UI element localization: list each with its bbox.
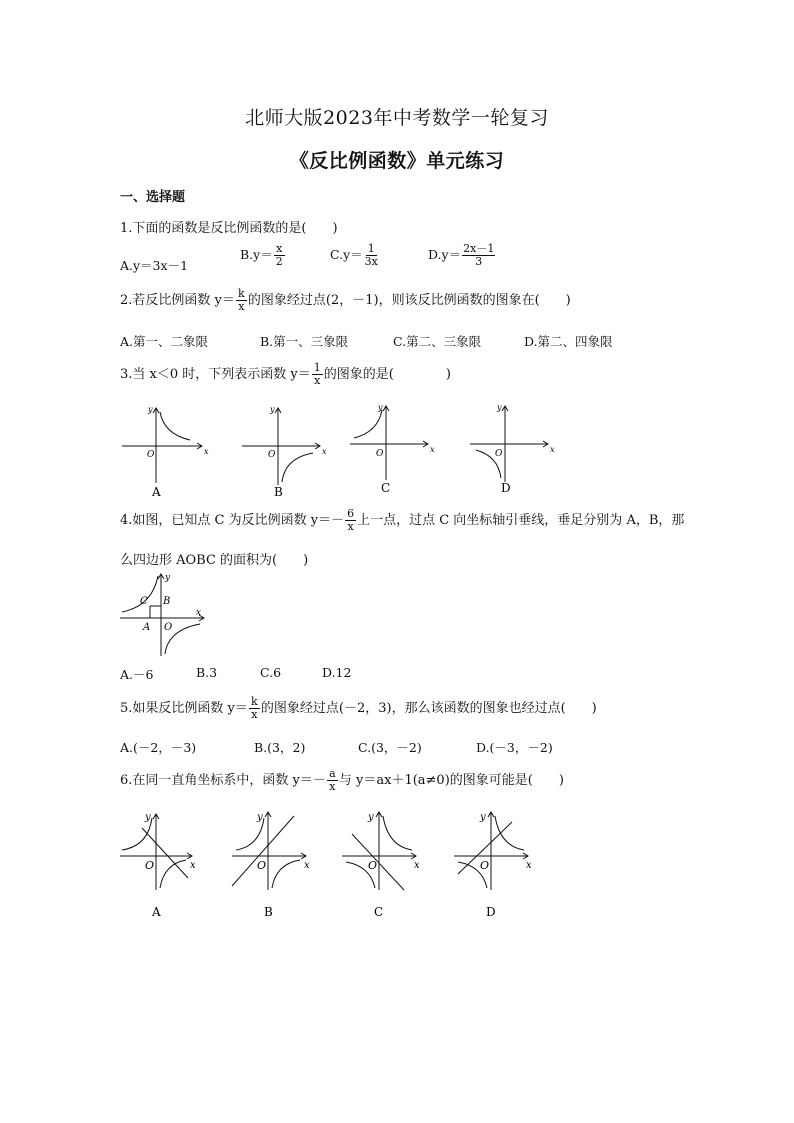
q6c-y-label: y — [368, 812, 374, 823]
q6a-x-label: x — [190, 860, 196, 871]
q4-stem-line2: 么四边形 AOBC 的面积为( ) — [120, 553, 309, 568]
q5-option-a: A.(－2，－3) — [120, 740, 197, 755]
q6d-x-label: x — [526, 860, 532, 871]
q1-option-b: B.y＝ $\frac{x}{2}$ — [240, 242, 283, 268]
q3a-y-label: y — [148, 405, 153, 414]
q4-label-x: x — [196, 608, 202, 618]
q2-option-c: C.第二、三象限 — [393, 334, 482, 349]
q6b-origin: O — [257, 859, 267, 872]
q4-option-c: C.6 — [260, 665, 282, 680]
q4-label-o: O — [164, 622, 173, 633]
q5-option-b: B.(3，2) — [254, 740, 306, 755]
q4-figure — [112, 568, 212, 660]
q6a-origin: O — [145, 859, 155, 872]
q6-graph-d — [454, 812, 528, 890]
q4-label-a: A — [143, 622, 151, 633]
q3-graph-a — [122, 408, 202, 483]
q6-label-b: B — [264, 905, 273, 919]
q3-figures — [110, 400, 580, 500]
section-heading: 一、选择题 — [120, 190, 186, 205]
q6b-x-label: x — [304, 860, 310, 871]
q3a-origin: O — [147, 450, 155, 460]
q3d-x-label: x — [550, 445, 555, 454]
q2-stem: 2.若反比例函数 y＝ $\frac{k}{x}$ 的图象经过点(2，－1)，则该反比例函数的图象在( ) — [120, 287, 571, 313]
q2-option-a: A.第一、二象限 — [120, 334, 209, 349]
q1-option-d: D.y＝ $\frac{2x-1}{3}$ — [428, 242, 495, 268]
page-title: 北师大版2023年中考数学一轮复习 — [245, 107, 549, 129]
q6c-x-label: x — [414, 860, 420, 871]
q3-label-a: A — [152, 485, 161, 499]
q6-label-a: A — [152, 905, 161, 919]
q6-graph-b — [232, 812, 306, 890]
q1-option-a: A.y＝3x－1 — [120, 258, 189, 273]
q4-option-d: D.12 — [322, 665, 352, 680]
q3-graph-c — [350, 406, 428, 480]
q3-graph-b — [242, 408, 320, 485]
q3-label-d: D — [501, 481, 511, 495]
q3c-x-label: x — [430, 445, 435, 454]
q3d-origin: O — [495, 449, 503, 459]
q4-label-y: y — [165, 573, 171, 583]
q6a-y-label: y — [145, 812, 151, 823]
q6-graph-c — [342, 812, 416, 890]
q4-option-a: A.－6 — [120, 667, 154, 682]
q2-option-b: B.第一、三象限 — [260, 334, 349, 349]
q3d-y-label: y — [497, 403, 502, 412]
q3-label-c: C — [381, 481, 391, 495]
q3b-y-label: y — [270, 405, 275, 414]
q3b-x-label: x — [322, 447, 327, 456]
q6d-origin: O — [480, 859, 490, 872]
q6-graph-a — [120, 814, 192, 890]
q6-figures — [112, 806, 562, 922]
q3-stem: 3.当 x＜0 时，下列表示函数 y＝ $\frac{1}{x}$ 的图象的是( ) — [120, 361, 451, 387]
q6-stem: 6.在同一直角坐标系中，函数 y＝－ $\frac{a}{x}$ 与 y＝ax＋1(a≠0)的图象可能是( ) — [120, 767, 564, 793]
q3c-y-label: y — [378, 403, 383, 412]
q2-option-d: D.第二、四象限 — [524, 334, 613, 349]
q6-label-d: D — [486, 905, 496, 919]
q4-label-b: B — [163, 596, 171, 607]
q5-option-c: C.(3，－2) — [358, 740, 422, 755]
q3a-x-label: x — [204, 447, 209, 456]
q6b-y-label: y — [257, 812, 263, 823]
q6c-origin: O — [368, 859, 378, 872]
q6-label-c: C — [374, 905, 384, 919]
q3-label-b: B — [274, 485, 283, 499]
q3-graph-d — [470, 406, 548, 482]
q3b-origin: O — [268, 450, 276, 460]
q6d-y-label: y — [480, 812, 486, 823]
q4-option-b: B.3 — [196, 665, 218, 680]
q5-stem: 5.如果反比例函数 y＝ $\frac{k}{x}$ 的图象经过点(－2，3)，那么该函数的图象也经过点( ) — [120, 695, 597, 721]
q1-option-c: C.y＝ $\frac{1}{3x}$ — [330, 242, 378, 268]
q3c-origin: O — [376, 449, 384, 459]
page-subtitle: 《反比例函数》单元练习 — [289, 150, 505, 172]
q1-stem: 1.下面的函数是反比例函数的是( ) — [120, 221, 338, 236]
q5-option-d: D.(－3，－2) — [476, 740, 553, 755]
q4-label-c: C — [140, 596, 148, 607]
q4-stem: 4.如图，已知点 C 为反比例函数 y＝－ $\frac{6}{x}$ 上一点，过点 C 向坐标轴引垂线，垂足分别为 A，B，那 — [120, 507, 685, 533]
